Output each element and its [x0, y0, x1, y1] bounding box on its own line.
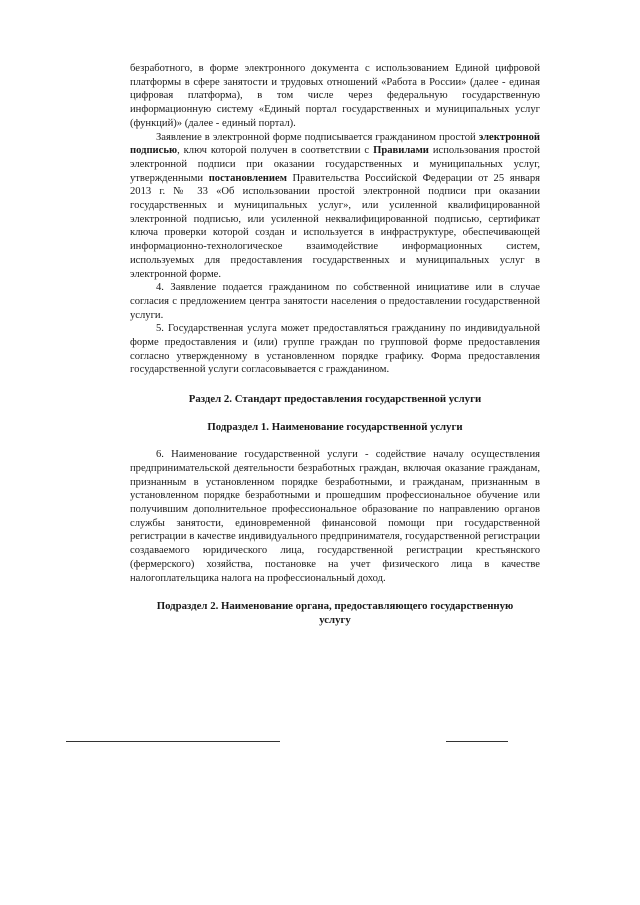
- signature-bold-rules: Правилами: [373, 145, 429, 157]
- signature-text-2: , ключ которой получен в соответствии с: [177, 145, 374, 157]
- paragraph-intro: безработного, в форме электронного документа с использованием Единой цифровой платформы в сфере занятости и трудовых отношений «Работа в России» (далее - единая цифровая платформа), в том числе через федеральную государственную информационную систему «Единый портал государственных и муниципальных услуг (функций)» (далее - единый портал).: [130, 63, 540, 129]
- section-2-heading: Раздел 2. Стандарт предоставления государственной услуги: [188, 393, 482, 406]
- paragraph-4: 4. Заявление подается гражданином по собственной инициативе или в случае согласия с предложением центра занятости населения о предоставлении государственной услуги.: [130, 282, 540, 321]
- signature-text-3: использования простой электронной подписи при оказании государственных и муниципальных услуг, утвержденными: [130, 145, 540, 184]
- signature-bold-electronic-signature: электронной подписью: [130, 131, 540, 157]
- signature-text-4: Правительства Российской Федерации от 25 января 2013 г. № 33 «Об использовании простой электронной подписи при оказании государственных и муниципальных услуг», или усиленной квалифицированной электронной подписью, или усиленной неквалифицированной подписью, сертификат ключа проверки которой создан и используется в инфраструктуре, обеспечивающей информационно-технологическое взаимодействие информационных систем, используемых для предоставления государственных и муниципальных услуг в электронной форме.: [130, 172, 541, 280]
- paragraph-signature: [130, 131, 540, 282]
- footer-rule-right: [446, 741, 508, 742]
- signature-text-1: Заявление в электронной форме подписывается гражданином простой: [156, 131, 479, 143]
- document-page: [130, 62, 540, 627]
- footer-rule-left: [66, 741, 280, 742]
- paragraph-5: 5. Государственная услуга может предоставляться гражданину по индивидуальной форме предоставления и (или) группе граждан по групповой форме предоставления согласно утвержденному в установленном порядке графику. Форма предоставления государственной услуги согласовывается с гражданином.: [130, 323, 540, 376]
- paragraph-6: 6. Наименование государственной услуги - содействие началу осуществления предпринимательской деятельности безработных граждан, включая оказание гражданам, признанным в установленном порядке безработными, и гражданам, признанным в установленном порядке безработными и прошедшим профессиональное обучение или получившим дополнительное профессиональное образование по направлению органов службы занятости, единовременной финансовой помощи при государственной регистрации в качестве индивидуального предпринимателя, государственной регистрации создаваемого юридического лица, государственной регистрации крестьянского (фермерского) хозяйства, постановке на учет физического лица в качестве налогоплательщика налога на профессиональный доход.: [130, 449, 540, 584]
- signature-bold-resolution: постановлением: [208, 172, 287, 184]
- subsection-1-heading: Подраздел 1. Наименование государственной услуги: [207, 421, 463, 434]
- subsection-2-heading: Подраздел 2. Наименование органа, предоставляющего государственную услугу: [156, 600, 514, 627]
